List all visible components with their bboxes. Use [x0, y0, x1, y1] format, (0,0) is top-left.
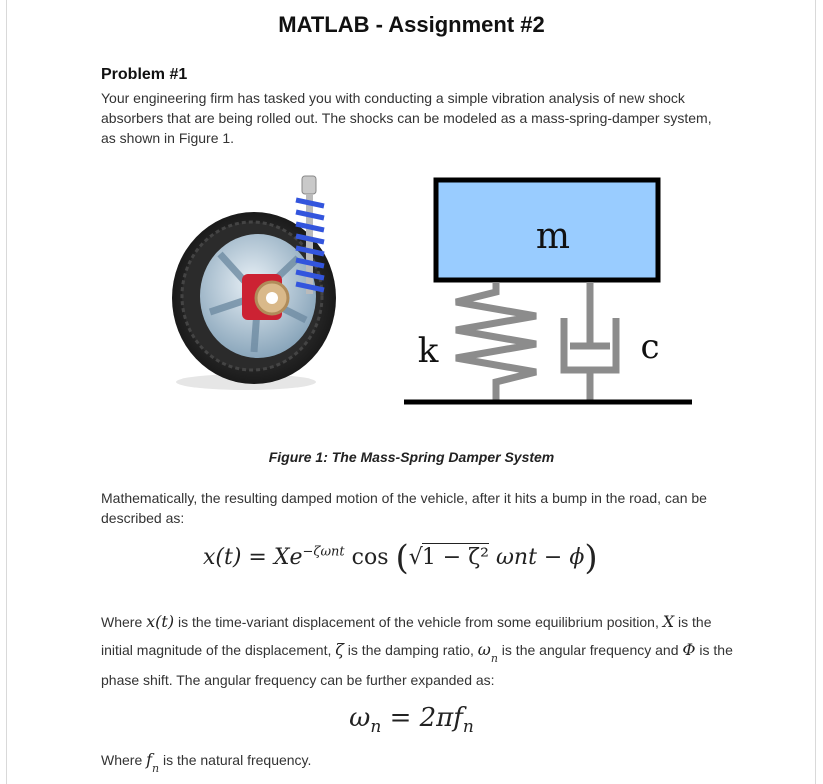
- problem-heading: Problem #1: [101, 66, 188, 83]
- where-paragraph: Where x(t) is the time-variant displacement of the vehicle from some equilibrium position, X is the initial magnitude of the displacement, ζ is the damping ratio, $\omega_n$ is the angular frequency and Φ is the phase shift. The angular frequency can be further expanded as:: [101, 612, 733, 688]
- var-zeta: ζ: [335, 640, 344, 659]
- omega-subscript: n: [490, 652, 498, 665]
- wheel-shock-image: [172, 176, 336, 390]
- msd-schematic: [404, 180, 692, 402]
- eq2-sub2: n: [462, 717, 474, 737]
- spring: [456, 282, 536, 402]
- var-f: f: [146, 750, 153, 769]
- eq1-tail: ωnt − ϕ: [495, 545, 585, 570]
- where2-prefix: Where: [101, 752, 147, 768]
- where-text-1: is the time-variant displacement of the vehicle from some equilibrium position,: [174, 614, 663, 630]
- where-text-4: is the angular frequency and: [497, 642, 683, 658]
- angular-frequency-equation: [0, 703, 823, 737]
- damper: [564, 282, 616, 402]
- page-border-left: [6, 0, 7, 784]
- where2-suffix: is the natural frequency.: [159, 752, 312, 768]
- where-text-2: is the initial magnitude of the displacement,: [101, 614, 712, 658]
- where-text-5: is the phase shift. The angular frequency can be further expanded as:: [101, 642, 733, 688]
- damper-label: c: [640, 327, 660, 367]
- f-subscript: n: [152, 762, 160, 775]
- eq1-lhs: x(t) = Xe: [203, 545, 303, 570]
- motion-paragraph: Mathematically, the resulting damped motion of the vehicle, after it hits a bump in the road, can be described as:: [101, 490, 707, 526]
- displacement-equation: $x(t) = Xe^{-\zeta\omega nt}$ cos (√1 − ζ² ωnt − ϕ): [203, 538, 598, 578]
- var-omega: ω: [477, 640, 491, 659]
- spring-label: k: [417, 331, 439, 371]
- page-border-right: [815, 0, 816, 784]
- eq1-root: 1 − ζ²: [421, 545, 489, 570]
- figure-caption: Figure 1: The Mass-Spring Damper System: [268, 449, 555, 465]
- var-phi: Φ: [682, 640, 696, 659]
- intro-paragraph: Your engineering firm has tasked you with conducting a simple vibration analysis of new shock absorbers that are being rolled out. The shocks can be modeled as a mass-spring-damper system, as shown in Figure 1.: [101, 90, 712, 146]
- var-X: X: [662, 612, 675, 631]
- eq2-sub: n: [370, 717, 382, 737]
- natural-frequency-line: [101, 750, 312, 775]
- eq1-cos: cos: [351, 545, 389, 570]
- mass-label: m: [535, 216, 571, 257]
- figure-1: [160, 170, 700, 410]
- where-text-3: is the damping ratio,: [343, 642, 478, 658]
- document-title: MATLAB - Assignment #2: [278, 12, 545, 37]
- eq1-exponent: −ζωnt: [302, 544, 345, 560]
- var-x-t: x(t): [146, 612, 175, 631]
- eq2-rhs: = 2πf: [381, 703, 463, 733]
- eq2-omega: ω: [349, 703, 371, 733]
